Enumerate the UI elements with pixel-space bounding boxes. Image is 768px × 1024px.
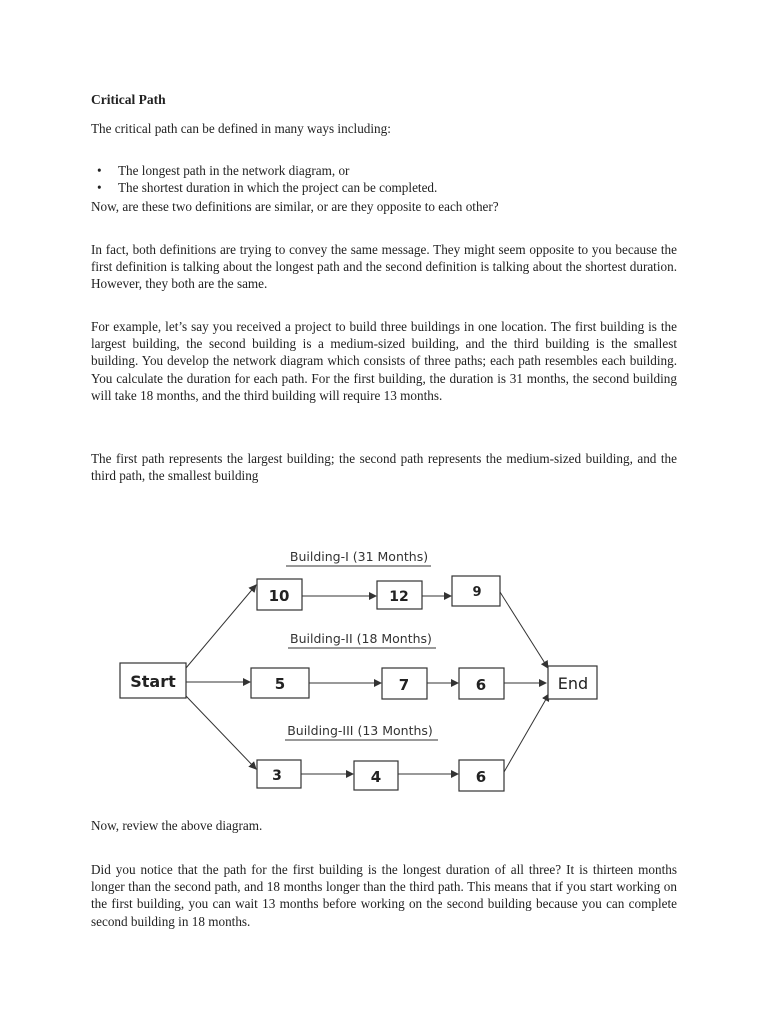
svg-text:Start: Start	[130, 672, 176, 691]
path-title-building-2	[288, 631, 436, 648]
end-node	[548, 666, 597, 699]
activity-node	[459, 760, 504, 791]
activity-node	[459, 668, 504, 699]
review-text: Now, review the above diagram.	[91, 818, 263, 833]
activity-node	[251, 668, 309, 698]
paragraph: In fact, both definitions are trying to convey the same message. They might seem opposite to you because the first definition is talking about the longest path and the second definition is talking about the shortest duration. However, they both are the same.	[91, 242, 677, 292]
svg-text:6: 6	[475, 676, 487, 694]
activity-node	[382, 668, 427, 699]
list-item-text: The longest path in the network diagram, or	[118, 163, 350, 178]
bullet-icon: •	[97, 180, 102, 195]
activity-node	[257, 760, 301, 788]
svg-text:9: 9	[472, 585, 482, 600]
list-item-text: The shortest duration in which the project can be completed.	[118, 180, 438, 195]
definition-list	[91, 162, 677, 196]
svg-text:6: 6	[475, 768, 487, 786]
activity-node	[452, 576, 500, 606]
svg-text:10: 10	[268, 587, 290, 605]
paragraph: Did you notice that the path for the first building is the longest duration of all three? It is thirteen months longer than the second path, and 18 months longer than the third path. This means that if you start working on the first building, you can wait 13 months before working on the second building because you can complete second building in 18 months.	[91, 862, 677, 929]
svg-text:7: 7	[398, 676, 410, 694]
svg-text:3: 3	[272, 768, 282, 784]
start-node	[120, 663, 186, 698]
network-diagram	[0, 530, 768, 810]
path-title-building-1	[286, 549, 431, 566]
activity-node	[377, 581, 422, 609]
svg-text:5: 5	[274, 675, 286, 693]
list-item	[91, 179, 677, 196]
path-title-building-3	[285, 723, 438, 740]
path-title-text: Building-II (18 Months)	[290, 631, 432, 646]
paragraph: The first path represents the largest building; the second path represents the medium-sized building, and the third path, the smallest building	[91, 451, 677, 484]
list-item	[91, 162, 677, 179]
path-title-text: Building-III (13 Months)	[287, 723, 433, 738]
activity-node	[354, 761, 398, 790]
bullet-icon: •	[97, 163, 102, 178]
svg-text:12: 12	[389, 589, 409, 605]
svg-text:4: 4	[370, 768, 382, 786]
path-title-text: Building-I (31 Months)	[289, 549, 429, 564]
activity-node	[257, 579, 302, 610]
page-title: Critical Path	[91, 92, 166, 107]
question-text: Now, are these two definitions are similar, or are they opposite to each other?	[91, 199, 499, 214]
intro-text: The critical path can be defined in many ways including:	[91, 121, 391, 136]
paragraph: For example, let’s say you received a project to build three buildings in one location. The first building is the largest building, the second building is a medium-sized building, and the third building is the smallest building. You develop the network diagram which consists of three paths; each path resembles each building. You calculate the duration for each path. For the first building, the duration is 31 months, the second building will take 18 months, and the third building will require 13 months.	[91, 319, 677, 403]
svg-text:End: End	[557, 674, 589, 693]
